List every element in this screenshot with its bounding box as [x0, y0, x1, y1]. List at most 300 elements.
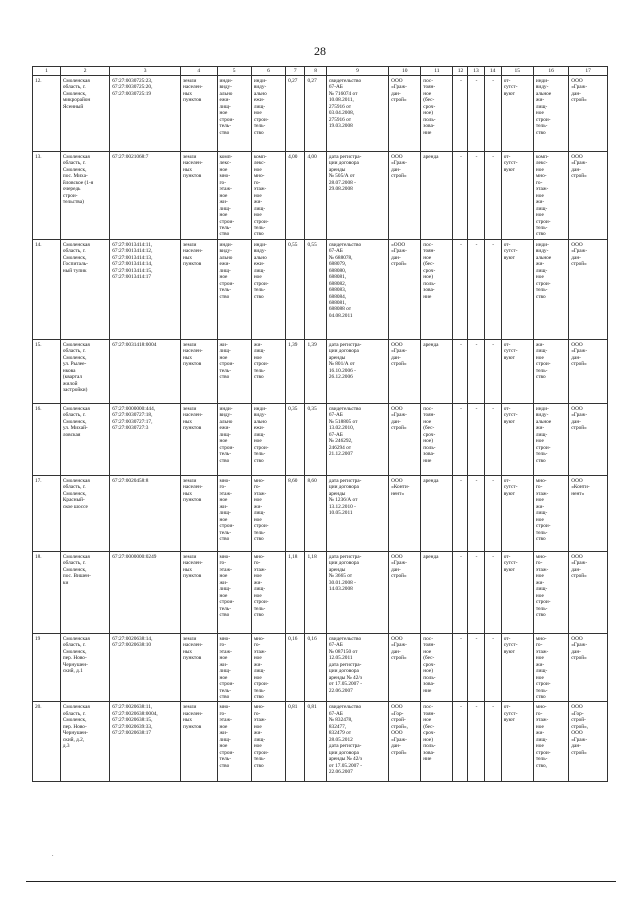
- cell-text: дата регистра- ции договора аренды № 505/А от 28.07.2008 - 29.08.2008: [328, 154, 362, 193]
- table-cell: [33, 475, 61, 551]
- table-cell: [453, 239, 468, 339]
- table-cell: [33, 633, 61, 702]
- cell-text: 0,16: [307, 635, 317, 642]
- cell-text: мно- го- этаж- ное жи- лищ- ное строи- тель- ство: [219, 553, 235, 618]
- table-cell: [217, 152, 251, 240]
- table-cell: [60, 475, 109, 551]
- cell-text: -: [460, 154, 462, 160]
- cell-text: ООО «Конти- нент»: [571, 477, 590, 497]
- table-cell: [453, 76, 468, 152]
- table-cell: [389, 239, 421, 339]
- cell-text: 15.: [35, 341, 42, 348]
- table-cell: [286, 633, 305, 702]
- table-cell: [501, 475, 533, 551]
- table-cell: [453, 152, 468, 240]
- table-cell: [60, 551, 109, 633]
- table-cell: [110, 239, 181, 339]
- table-cell: [421, 403, 453, 475]
- cell-text: -: [492, 154, 495, 160]
- table-cell: [217, 403, 251, 475]
- cell-text: Смоленская область, г. Смоленск, ул. Михай- ловская: [62, 405, 90, 438]
- column-number: 16: [533, 67, 568, 76]
- cell-text: 1,18: [288, 553, 298, 560]
- cell-text: -: [475, 154, 478, 160]
- table-cell: [569, 702, 608, 782]
- cell-text: 1,39: [288, 341, 298, 348]
- column-number: 1: [33, 67, 61, 76]
- table-cell: [251, 339, 285, 403]
- table-cell: [60, 339, 109, 403]
- cell-text: 4,00: [288, 154, 298, 160]
- cell-text: инди- виду- альное жи- лищ- ное строи- тель- ство: [535, 241, 552, 300]
- table-cell: [569, 239, 608, 339]
- table-cell: [251, 702, 285, 782]
- table-cell: [501, 152, 533, 240]
- table-cell: [501, 702, 533, 782]
- cell-text: «ООО «Граж- дан- строй»: [391, 241, 407, 268]
- table-cell: [286, 76, 305, 152]
- cell-text: 67:27:0031418:0004: [112, 341, 157, 348]
- table-cell: [181, 633, 217, 702]
- table-cell: [326, 475, 388, 551]
- table-cell: [305, 339, 326, 403]
- cell-text: от- сутст- вуют: [503, 78, 518, 97]
- table-cell: [533, 702, 568, 782]
- table-cell: [326, 403, 388, 475]
- table-cell: [468, 475, 484, 551]
- table-row: [33, 633, 608, 702]
- cell-text: свидетельство 67-АБ № 716074 от 10.08.2011, 275916 от 03.04.2008, 275916 от 19.03.2008: [328, 78, 362, 130]
- cell-text: ООО «Гор- строй- строй», ООО «Граж- дан- строй»: [391, 704, 408, 756]
- table-cell: [501, 239, 533, 339]
- table-cell: [305, 702, 326, 782]
- cell-text: -: [460, 241, 462, 248]
- cell-text: дата регистра- ции договора аренды № 3665 от 30.01.2008 - 14.03.2008: [328, 553, 362, 593]
- cell-text: 67:27:0020458:8: [112, 477, 149, 484]
- cell-text: 67:27:0021068:7: [112, 154, 149, 160]
- table-cell: [453, 633, 468, 702]
- cell-text: жи- лищ- ное строи- тель- ство: [253, 341, 269, 381]
- table-cell: [251, 152, 285, 240]
- table-cell: [251, 633, 285, 702]
- table-cell: [484, 403, 501, 475]
- cell-text: от- сутст- вуют: [503, 704, 518, 724]
- table-cell: [110, 475, 181, 551]
- table-cell: [421, 76, 453, 152]
- table-cell: [181, 403, 217, 475]
- table-cell: [569, 152, 608, 240]
- table-cell: [110, 339, 181, 403]
- table-cell: [533, 403, 568, 475]
- cell-text: ООО «Граж- дан- строй»: [571, 241, 588, 268]
- cell-text: ООО «Граж- дан- строй»: [571, 635, 588, 662]
- column-number: 5: [217, 67, 251, 76]
- table-cell: [33, 551, 61, 633]
- cell-text: 8,60: [288, 477, 298, 484]
- cell-text: Смоленская область, г. Смоленск, ул. Рылее- нкова (квартал жилой застройки): [62, 341, 90, 394]
- column-number: 3: [110, 67, 181, 76]
- table-cell: [484, 339, 501, 403]
- table-cell: [286, 475, 305, 551]
- table-row: [33, 152, 608, 240]
- cell-text: пос- тоян- ное (бес- сроч- ное) поль- зова- ние: [423, 704, 436, 763]
- table-cell: [286, 239, 305, 339]
- table-cell: [421, 475, 453, 551]
- table-cell: [60, 633, 109, 702]
- cell-text: 4,00: [307, 154, 317, 160]
- column-number: 10: [389, 67, 421, 76]
- cell-text: земли населен- ных пунктов: [183, 154, 203, 180]
- cell-text: от- сутст- вуют: [503, 405, 518, 425]
- table-cell: [181, 76, 217, 152]
- table-cell: [533, 633, 568, 702]
- cell-text: пос- тоян- ное (бес- сроч- ное) поль- зова- ние: [423, 78, 436, 136]
- table-cell: [501, 633, 533, 702]
- cell-text: -: [475, 477, 478, 484]
- table-cell: [217, 702, 251, 782]
- column-number: 2: [60, 67, 109, 76]
- cell-text: 67:27:0000000:0249: [112, 553, 157, 560]
- cell-text: -: [475, 405, 478, 412]
- cell-text: инди- виду- ально ежи- лищ- ное строи- тель- ство: [253, 241, 269, 300]
- cell-text: свидетельство 67-АБ № 832478, 832477, 832479 от 28.05.2012 дата регистра- ции договора аренды № 42/з от 17.05.2007 - 22.06.2007: [328, 704, 363, 775]
- cell-text: 1,18: [307, 553, 317, 560]
- table-cell: [251, 76, 285, 152]
- table-cell: [326, 633, 388, 702]
- cell-text: ООО «Граж- дан- строй»: [391, 553, 407, 580]
- column-number: 12: [453, 67, 468, 76]
- cell-text: ООО «Граж- дан- строй»: [571, 341, 588, 368]
- table-cell: [468, 403, 484, 475]
- scan-speck: .: [52, 852, 54, 858]
- table-cell: [533, 551, 568, 633]
- table-row: [33, 475, 608, 551]
- cell-text: от- сутст- вуют: [503, 154, 518, 173]
- table-cell: [569, 633, 608, 702]
- cell-text: жи- лищ- ное строи- тель- ство: [219, 341, 235, 381]
- cell-text: комп- лекс- ное мно- го- этаж- ное жи- лищ- ное строи- тель- ство: [535, 154, 551, 238]
- table-cell: [533, 152, 568, 240]
- cell-text: -: [475, 635, 478, 642]
- table-cell: [533, 339, 568, 403]
- table-cell: [286, 152, 305, 240]
- cell-text: ООО «Граж- дан- строй»: [571, 405, 588, 432]
- table-cell: [326, 76, 388, 152]
- table-cell: [110, 152, 181, 240]
- table-cell: [251, 403, 285, 475]
- column-number: 6: [251, 67, 285, 76]
- cell-text: земли населен- ных пунктов: [183, 477, 203, 504]
- table-cell: [501, 551, 533, 633]
- column-number-row: [33, 67, 608, 76]
- cell-text: 67:27:0013414:11, 67:27:0013414:12, 67:27:0013414:13, 67:27:0013414:14, 67:27:0013414:15, 67:27:0013414:17: [112, 241, 153, 281]
- cell-text: -: [460, 704, 462, 711]
- table-cell: [453, 339, 468, 403]
- table-row: [33, 702, 608, 782]
- cell-text: аренда: [423, 477, 439, 484]
- table-cell: [468, 633, 484, 702]
- table-cell: [468, 152, 484, 240]
- column-number: 8: [305, 67, 326, 76]
- table-cell: [217, 339, 251, 403]
- cell-text: -: [492, 477, 495, 484]
- cell-text: земли населен- ных пунктов: [183, 241, 203, 268]
- table-cell: [181, 152, 217, 240]
- table-cell: [421, 239, 453, 339]
- table-cell: [484, 702, 501, 782]
- cell-text: 67:27:0020638:11, 67:27:0020638:0004, 67:27:0020638:15, 67:27:0020639:33, 67:27:0020638:17: [112, 704, 158, 737]
- table-cell: [60, 239, 109, 339]
- table-cell: [33, 152, 61, 240]
- cell-text: ООО «Граж- дан- строй»: [391, 154, 407, 180]
- cell-text: 13.: [35, 154, 42, 160]
- table-cell: [217, 475, 251, 551]
- table-cell: [305, 551, 326, 633]
- table-cell: [484, 239, 501, 339]
- cell-text: Смоленская область, г. Смоленск, пос. Миха- йловское (1-я очередь строи- тельства): [62, 154, 94, 206]
- cell-text: аренда: [423, 154, 439, 160]
- cell-text: инди- виду- ально ежи- лищ- ное строи- тель- ство: [219, 78, 235, 136]
- cell-text: аренда: [423, 553, 439, 560]
- cell-text: аренда: [423, 341, 439, 348]
- cell-text: от- сутст- вуют: [503, 241, 518, 261]
- cell-text: 67:27:0020638:14, 67:27:0020638:10: [112, 635, 153, 649]
- cell-text: -: [475, 78, 478, 84]
- cell-text: 67:27:0000000:444, 67:27:0030727:18, 67:27:0030727:17, 67:27:0030727:3: [112, 405, 156, 432]
- table-cell: [421, 152, 453, 240]
- cell-text: Смоленская область, г. Смоленск, микрорайон Ясенный: [62, 78, 91, 110]
- table-row: [33, 239, 608, 339]
- table-cell: [468, 551, 484, 633]
- table-cell: [421, 339, 453, 403]
- cell-text: от- сутст- вуют: [503, 635, 518, 655]
- table-cell: [421, 633, 453, 702]
- cell-text: -: [492, 704, 495, 711]
- table-cell: [569, 76, 608, 152]
- table-cell: [501, 339, 533, 403]
- cell-text: 0,35: [288, 405, 298, 412]
- table-row: [33, 76, 608, 152]
- table-cell: [453, 403, 468, 475]
- column-number: 11: [421, 67, 453, 76]
- cell-text: -: [460, 405, 462, 412]
- table-cell: [468, 702, 484, 782]
- table-cell: [501, 403, 533, 475]
- cell-text: -: [475, 241, 478, 248]
- cell-text: инди- виду- альное жи- лищ- ное строи- тель- ство: [535, 405, 552, 464]
- cell-text: -: [475, 704, 478, 711]
- cell-text: мно- го- этаж- ное жи- лищ- ное строи- тель- ство: [535, 477, 551, 542]
- cell-text: от- сутст- вуют: [503, 341, 518, 361]
- table-cell: [110, 551, 181, 633]
- table-cell: [484, 152, 501, 240]
- cell-text: земли населен- ных пунктов: [183, 553, 203, 580]
- table-cell: [286, 403, 305, 475]
- table-cell: [33, 339, 61, 403]
- cell-text: мно- го- этаж- ное жи- лищ- ное строи- тель- ство: [253, 553, 269, 618]
- table-cell: [389, 702, 421, 782]
- cell-text: мно- го- этаж- ное жи- лищ- ное строи- тель- ство,: [535, 704, 551, 769]
- cell-text: мно- го- этаж- ное жи- лищ- ное строи- тель- ство: [535, 553, 551, 618]
- table-cell: [181, 475, 217, 551]
- cell-text: 16.: [35, 405, 42, 412]
- table-cell: [389, 339, 421, 403]
- cell-text: дата регистра- ции договора аренды № 801/А от 16.10.2006 - 26.12.2006: [328, 341, 362, 381]
- table-cell: [569, 339, 608, 403]
- table-cell: [389, 633, 421, 702]
- cell-text: мно- го- этаж- ное жи- лищ- ное строи- тель- ство: [253, 704, 269, 769]
- cell-text: ООО «Граж- дан- строй»: [571, 78, 588, 104]
- table-cell: [569, 551, 608, 633]
- table-cell: [60, 76, 109, 152]
- table-cell: [453, 475, 468, 551]
- table-cell: [389, 76, 421, 152]
- cell-text: свидетельство 67-АБ № 518805 от 13.02.2010, 67-АБ № 246292, 246294 от 21.12.2007: [328, 405, 362, 458]
- cell-text: пос- тоян- ное (бес- сроч- ное) поль- зова- ние: [423, 405, 436, 464]
- cell-text: -: [492, 405, 495, 412]
- table-cell: [484, 76, 501, 152]
- table-cell: [453, 551, 468, 633]
- table-cell: [110, 403, 181, 475]
- cell-text: ООО «Граж- дан- строй»: [571, 154, 588, 180]
- cell-text: ООО «Граж- дан- строй»: [391, 78, 407, 104]
- table-cell: [569, 475, 608, 551]
- table-cell: [484, 633, 501, 702]
- table-cell: [181, 239, 217, 339]
- table-cell: [326, 152, 388, 240]
- table-cell: [305, 403, 326, 475]
- cell-text: ООО «Граж- дан- строй»: [391, 341, 407, 368]
- cell-text: ООО «Конти- нент»: [391, 477, 410, 497]
- table-cell: [33, 403, 61, 475]
- cell-text: 0,27: [307, 78, 317, 84]
- cell-text: инди- виду- альное жи- лищ- ное строи- тель- ство: [535, 78, 552, 136]
- table-cell: [533, 76, 568, 152]
- table-cell: [305, 152, 326, 240]
- cell-text: 20.: [35, 704, 42, 711]
- cell-text: инди- виду- ально ежи- лищ- ное строи- тель- ство: [219, 405, 235, 464]
- table-cell: [217, 551, 251, 633]
- table-cell: [60, 702, 109, 782]
- cell-text: 19: [35, 635, 41, 642]
- cell-text: жи- лищ- ное строи- тель- ство: [535, 341, 551, 381]
- cell-text: Смоленская область, г. Смоленск, пер. Ново- Чернушен- ский, д.2, д.3: [62, 704, 90, 750]
- cell-text: -: [460, 477, 462, 484]
- table-cell: [389, 403, 421, 475]
- cell-text: земли населен- ных пунктов: [183, 704, 203, 730]
- table-cell: [468, 239, 484, 339]
- cell-text: инди- виду- ально ежи- лищ- ное строи- тель- ство: [253, 405, 269, 464]
- cell-text: 8,60: [307, 477, 317, 484]
- table-cell: [181, 702, 217, 782]
- cell-text: -: [460, 341, 462, 348]
- cell-text: комп- лекс- ное мно- го- этаж- ное жи- лищ- ное строи- тель- ство: [219, 154, 235, 238]
- cell-text: пос- тоян- ное (бес- сроч- ное) поль- зова- ние: [423, 635, 436, 694]
- cell-text: Смоленская область, г. Смоленск, пос. Вишен- ки: [62, 553, 91, 586]
- table-cell: [110, 702, 181, 782]
- table-cell: [569, 403, 608, 475]
- table-row: [33, 551, 608, 633]
- table-cell: [326, 551, 388, 633]
- table-cell: [326, 339, 388, 403]
- table-cell: [421, 551, 453, 633]
- cell-text: 0,27: [288, 78, 298, 84]
- column-number: 7: [286, 67, 305, 76]
- table-cell: [60, 152, 109, 240]
- table-cell: [326, 239, 388, 339]
- cell-text: 0,81: [307, 704, 317, 711]
- cell-text: 67:27:0030725:23, 67:27:0030725:20, 67:27:0030725:19: [112, 78, 153, 97]
- cell-text: -: [460, 78, 462, 84]
- cell-text: мно- го- этаж- ное жи- лищ- ное строи- тель- ство: [253, 477, 269, 542]
- table-cell: [305, 76, 326, 152]
- cell-text: 0,55: [307, 241, 317, 248]
- cell-text: Смоленская область, г. Смоленск, Красный- ское шоссе: [62, 477, 90, 510]
- table-cell: [181, 551, 217, 633]
- column-number: 14: [484, 67, 501, 76]
- cell-text: от- сутст- вуют: [503, 477, 518, 497]
- cell-text: Смоленская область, г. Смоленск, пер. Ново- Чернушен- ский, д.1: [62, 635, 90, 675]
- table-cell: [389, 152, 421, 240]
- table-cell: [251, 551, 285, 633]
- cell-text: -: [492, 553, 495, 560]
- table-cell: [484, 551, 501, 633]
- table-cell: [501, 76, 533, 152]
- table-cell: [217, 76, 251, 152]
- cell-text: мно- го- этаж- ное жи- лищ- ное строи- тель- ство: [219, 477, 235, 542]
- table-cell: [286, 702, 305, 782]
- table-cell: [305, 239, 326, 339]
- cell-text: земли населен- ных пунктов: [183, 405, 203, 432]
- cell-text: ООО «Граж- дан- строй»: [391, 635, 407, 662]
- cell-text: Смоленская область, г. Смоленск, Госпиталь- ный тупик: [62, 241, 90, 274]
- cell-text: 0,55: [288, 241, 298, 248]
- cell-text: 0,81: [288, 704, 298, 711]
- table-cell: [484, 475, 501, 551]
- table-cell: [421, 702, 453, 782]
- column-number: 15: [501, 67, 533, 76]
- table-cell: [533, 239, 568, 339]
- cell-text: инди- виду- ально ежи- лищ- ное строи- тель- ство: [253, 78, 269, 136]
- cell-text: свидетельство 67-АБ № 688078, 688079, 688080, 688081, 688082, 688083, 688084, 688081, 688088 от 04.08.2011: [328, 241, 362, 319]
- cell-text: ООО «Гор- строй- строй», ООО «Граж- дан- строй»: [571, 704, 589, 756]
- cell-text: 14.: [35, 241, 42, 248]
- table-cell: [468, 339, 484, 403]
- page-number: 28: [314, 44, 326, 58]
- cell-text: 1,39: [307, 341, 317, 348]
- land-plots-table: [32, 66, 608, 782]
- table-row: [33, 403, 608, 475]
- column-number: 9: [326, 67, 388, 76]
- table-cell: [110, 76, 181, 152]
- table-cell: [217, 633, 251, 702]
- table-cell: [217, 239, 251, 339]
- table-cell: [326, 702, 388, 782]
- cell-text: -: [492, 78, 495, 84]
- cell-text: 0,16: [288, 635, 298, 642]
- table-row: [33, 339, 608, 403]
- cell-text: 17.: [35, 477, 42, 484]
- cell-text: -: [475, 341, 478, 348]
- table-cell: [468, 76, 484, 152]
- cell-text: пос- тоян- ное (бес- сроч- ное) поль- зова- ние: [423, 241, 436, 300]
- cell-text: -: [460, 553, 462, 560]
- cell-text: комп- лекс- ное мно- го- этаж- ное жи- лищ- ное строи- тель- ство: [253, 154, 269, 238]
- column-number: 4: [181, 67, 217, 76]
- cell-text: -: [460, 635, 462, 642]
- table-cell: [251, 475, 285, 551]
- cell-text: дата регистра- ции договора аренды № 1236/А от 13.12.2010 - 10.05.2011: [328, 477, 362, 517]
